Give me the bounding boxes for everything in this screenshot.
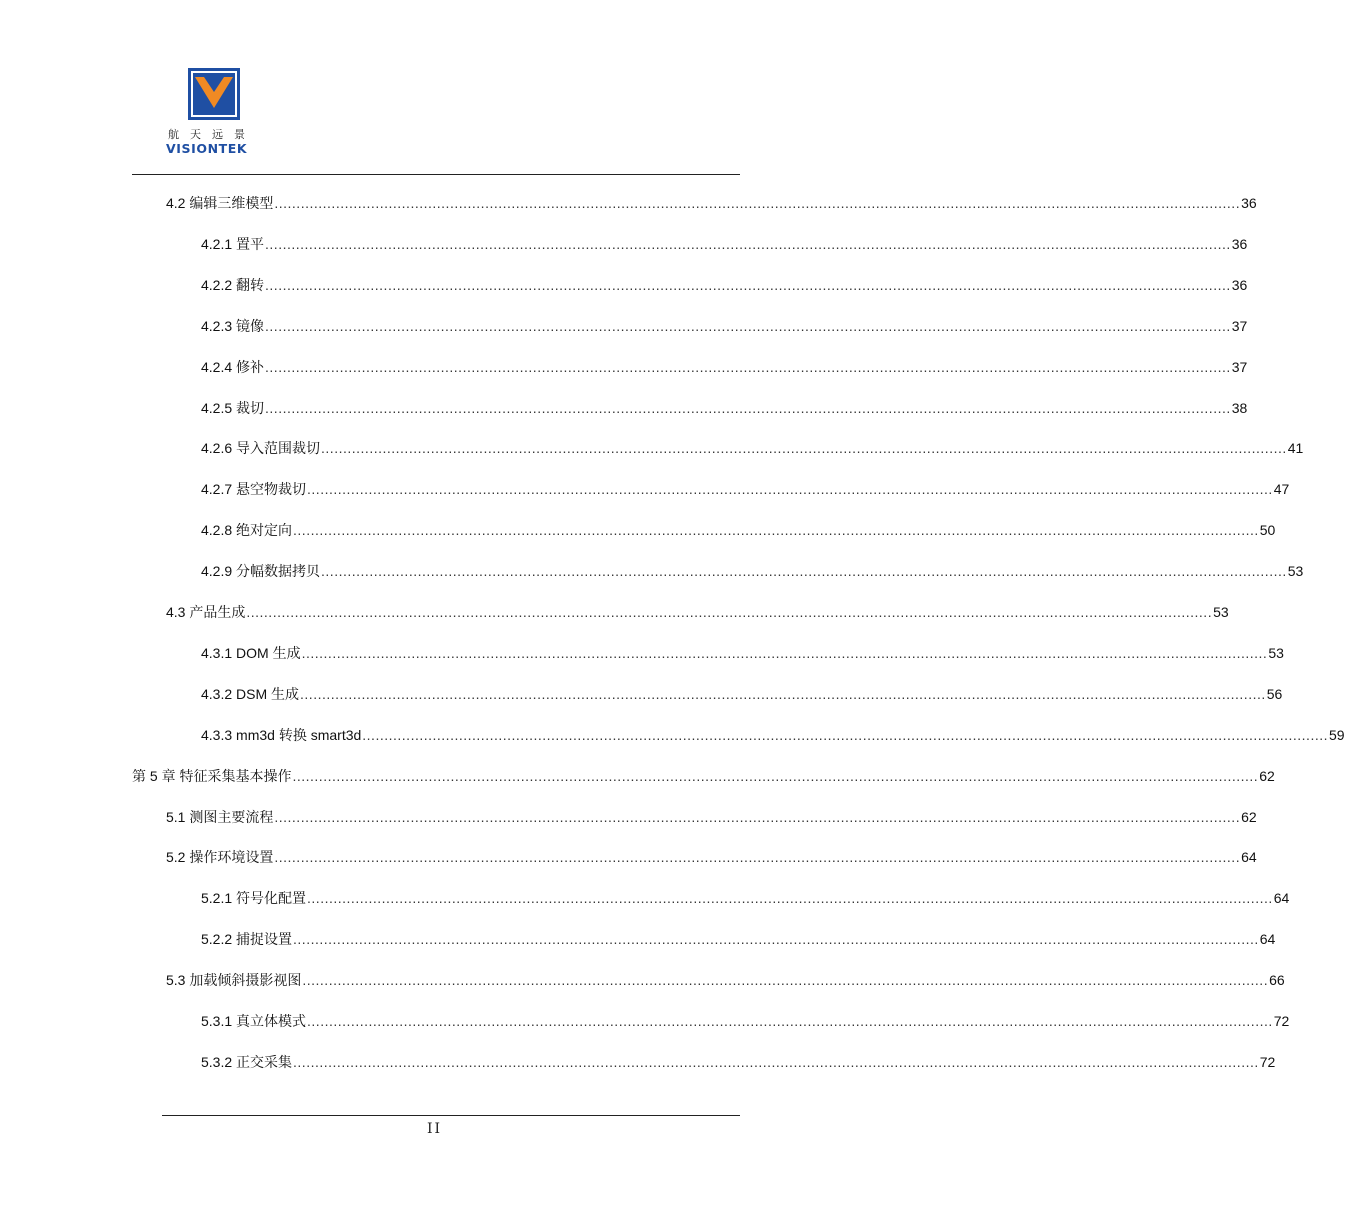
toc-entry-page: 36 <box>1231 277 1248 293</box>
toc-entry-page: 56 <box>1266 686 1283 702</box>
toc-entry-page: 64 <box>1259 931 1276 947</box>
toc-entry[interactable] <box>201 644 1284 662</box>
page-number: II <box>426 1121 443 1137</box>
toc-entry-title: 第 5 章 特征采集基本操作 <box>132 768 292 784</box>
toc-entry-page: 38 <box>1231 400 1248 416</box>
toc-leader-dots: ............................................................................................................................................................................................................................ <box>265 359 1231 375</box>
toc-leader-dots: ............................................................................................................................................................................................................................ <box>302 972 1269 988</box>
toc-leader-dots: ............................................................................................................................................................................................................................ <box>274 849 1241 865</box>
toc-entry-page: 64 <box>1241 849 1257 865</box>
toc-leader-dots: ............................................................................................................................................................................................................................ <box>265 236 1231 252</box>
toc-entry-title: 5.2.2 捕捉设置 <box>201 931 293 947</box>
toc-entry-title: 4.3.3 mm3d 转换 smart3d <box>201 727 362 743</box>
toc-entry[interactable] <box>201 562 1304 580</box>
toc-entry-title: 4.2.6 导入范围裁切 <box>201 440 321 456</box>
toc-entry[interactable] <box>166 971 1285 989</box>
toc-entry[interactable] <box>201 685 1283 703</box>
logo-chinese-name: 航天远景 <box>168 128 256 141</box>
toc-entry-page: 50 <box>1259 522 1276 538</box>
toc-leader-dots: ............................................................................................................................................................................................................................ <box>274 809 1241 825</box>
toc-leader-dots: ............................................................................................................................................................................................................................ <box>293 931 1259 947</box>
toc-entry[interactable] <box>201 317 1248 335</box>
toc-leader-dots: ............................................................................................................................................................................................................................ <box>307 481 1273 497</box>
toc-entry[interactable] <box>201 930 1276 948</box>
toc-entry-title: 4.2.3 镜像 <box>201 318 265 334</box>
toc-entry[interactable] <box>201 235 1248 253</box>
toc-entry-page: 41 <box>1287 440 1304 456</box>
toc-entry[interactable] <box>201 399 1248 417</box>
toc-entry-title: 4.2.1 置平 <box>201 236 265 252</box>
toc-entry[interactable] <box>201 889 1290 907</box>
toc-entry-page: 53 <box>1287 563 1304 579</box>
toc-leader-dots: ............................................................................................................................................................................................................................ <box>362 727 1329 743</box>
toc-entry-page: 36 <box>1231 236 1248 252</box>
toc-entry-title: 4.2.4 修补 <box>201 359 265 375</box>
toc-entry[interactable] <box>201 358 1248 376</box>
toc-leader-dots: ............................................................................................................................................................................................................................ <box>293 1054 1259 1070</box>
toc-entry[interactable] <box>132 767 1275 785</box>
toc-leader-dots: ............................................................................................................................................................................................................................ <box>321 440 1287 456</box>
toc-entry-page: 53 <box>1268 645 1284 661</box>
toc-leader-dots: ............................................................................................................................................................................................................................ <box>246 604 1213 620</box>
toc-entry-page: 64 <box>1273 890 1290 906</box>
toc-entry-title: 4.2.5 裁切 <box>201 400 265 416</box>
toc-entry-title: 5.3.1 真立体模式 <box>201 1013 307 1029</box>
toc-entry[interactable] <box>201 1012 1290 1030</box>
toc-leader-dots: ............................................................................................................................................................................................................................ <box>300 686 1266 702</box>
toc-entry-page: 53 <box>1213 604 1229 620</box>
toc-entry-page: 72 <box>1273 1013 1290 1029</box>
toc-entry-title: 5.3 加载倾斜摄影视图 <box>166 972 302 988</box>
toc-entry-title: 5.2.1 符号化配置 <box>201 890 307 906</box>
toc-entry-title: 4.3.1 DOM 生成 <box>201 645 301 661</box>
toc-leader-dots: ............................................................................................................................................................................................................................ <box>265 277 1231 293</box>
toc-entry-page: 72 <box>1259 1054 1276 1070</box>
toc-entry-title: 4.2.7 悬空物裁切 <box>201 481 307 497</box>
toc-entry[interactable] <box>166 603 1229 621</box>
footer-divider <box>162 1115 740 1116</box>
toc-entry[interactable] <box>166 194 1257 212</box>
toc-entry-page: 37 <box>1231 359 1248 375</box>
toc-entry[interactable] <box>201 439 1304 457</box>
toc-entry-page: 62 <box>1259 768 1275 784</box>
toc-entry[interactable] <box>201 726 1345 744</box>
toc-entry-page: 36 <box>1241 195 1257 211</box>
toc-entry-page: 66 <box>1269 972 1285 988</box>
toc-leader-dots: ............................................................................................................................................................................................................................ <box>301 645 1268 661</box>
toc-leader-dots: ............................................................................................................................................................................................................................ <box>265 400 1231 416</box>
logo-english-name: VISIONTEK <box>166 141 248 156</box>
toc-entry[interactable] <box>166 808 1257 826</box>
toc-entry[interactable] <box>201 276 1248 294</box>
toc-entry-title: 5.2 操作环境设置 <box>166 849 274 865</box>
toc-entry-page: 62 <box>1241 809 1257 825</box>
toc-entry[interactable] <box>201 480 1290 498</box>
toc-entry-title: 5.3.2 正交采集 <box>201 1054 293 1070</box>
toc-entry-page: 47 <box>1273 481 1290 497</box>
toc-entry[interactable] <box>201 1053 1276 1071</box>
toc-leader-dots: ............................................................................................................................................................................................................................ <box>265 318 1231 334</box>
toc-entry-page: 37 <box>1231 318 1248 334</box>
toc-entry-page: 59 <box>1329 727 1345 743</box>
toc-leader-dots: ............................................................................................................................................................................................................................ <box>307 1013 1273 1029</box>
toc-entry-title: 5.1 测图主要流程 <box>166 809 274 825</box>
toc-entry-title: 4.2.2 翻转 <box>201 277 265 293</box>
toc-entry-title: 4.2 编辑三维模型 <box>166 195 274 211</box>
toc-entry[interactable] <box>201 521 1276 539</box>
toc-entry-title: 4.2.8 绝对定向 <box>201 522 293 538</box>
toc-leader-dots: ............................................................................................................................................................................................................................ <box>321 563 1287 579</box>
toc-leader-dots: ............................................................................................................................................................................................................................ <box>293 522 1259 538</box>
toc-leader-dots: ............................................................................................................................................................................................................................ <box>274 195 1241 211</box>
toc-leader-dots: ............................................................................................................................................................................................................................ <box>307 890 1273 906</box>
toc-entry-title: 4.3 产品生成 <box>166 604 246 620</box>
toc-entry[interactable] <box>166 848 1257 866</box>
toc-entry-title: 4.3.2 DSM 生成 <box>201 686 300 702</box>
toc-leader-dots: ............................................................................................................................................................................................................................ <box>292 768 1259 784</box>
toc-entry-title: 4.2.9 分幅数据拷贝 <box>201 563 321 579</box>
